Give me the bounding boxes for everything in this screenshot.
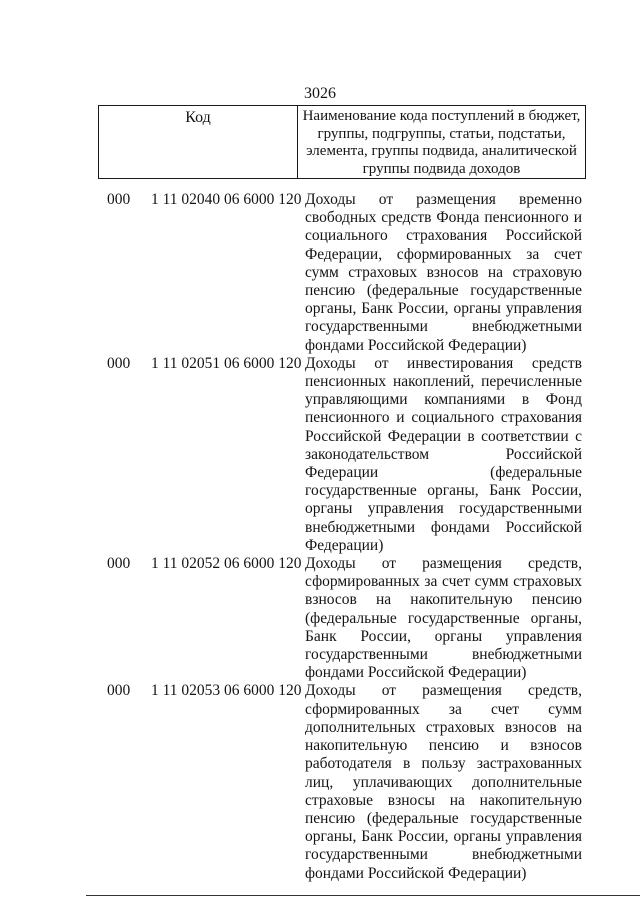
entry-income-code: 1 11 02053 06 6000 120 bbox=[151, 682, 302, 700]
header-code-column: Код bbox=[99, 106, 298, 178]
list-item bbox=[0, 555, 640, 682]
entries-list bbox=[0, 191, 640, 883]
entry-income-code: 1 11 02040 06 6000 120 bbox=[151, 191, 302, 208]
entry-description: Доходы от размещения средств, сформированных за счет сумм дополнительных страховых взносов на накопительную пенсию и взносов работодателя в пользу застрахованных лиц, уплачивающих дополнительные страховые взносы на накопительную пенсию (федеральные государственные органы, Банк России, органы управления государственными внебюджетными фондами Российской Федерации) bbox=[305, 682, 582, 882]
entry-admin-code: 000 bbox=[107, 354, 131, 372]
entry-description: Доходы от размещения временно свободных средств Фонда пенсионного и социального страхования Российской Федерации, сформированных за счет сумм страховых взносов на страховую пенсию (федеральные государственные органы, Банк России, органы управления государственными внебюджетными фондами Российской Федерации) bbox=[305, 191, 582, 354]
entry-admin-code: 000 bbox=[107, 555, 131, 573]
table-header bbox=[98, 105, 586, 179]
page-bottom-rule bbox=[86, 895, 640, 896]
header-name-column: Наименование кода поступлений в бюджет, группы, подгруппы, статьи, подстатьи, элемента, группы подвида, аналитической группы подвида доходов bbox=[302, 108, 581, 177]
entry-admin-code: 000 bbox=[107, 682, 131, 700]
list-item bbox=[0, 682, 640, 882]
entry-description: Доходы от размещения средств, сформированных за счет сумм страховых взносов на накопительную пенсию (федеральные государственные органы, Банк России, органы управления государственными внебюджетными фондами Российской Федерации) bbox=[305, 555, 582, 682]
entry-admin-code: 000 bbox=[107, 191, 131, 208]
page-number: 3026 bbox=[304, 85, 336, 102]
entry-income-code: 1 11 02051 06 6000 120 bbox=[151, 354, 302, 372]
entry-description: Доходы от инвестирования средств пенсионных накоплений, перечисленные управляющими компаниями в Фонд пенсионного и социального страхования Российской Федерации в соответствии с законодательством Российской Федерации (федеральные государственные органы, Банк России, органы управления государственными внебюджетными фондами Российской Федерации) bbox=[305, 354, 582, 554]
entry-income-code: 1 11 02052 06 6000 120 bbox=[151, 555, 302, 573]
list-item bbox=[0, 355, 640, 555]
list-item bbox=[0, 191, 640, 355]
